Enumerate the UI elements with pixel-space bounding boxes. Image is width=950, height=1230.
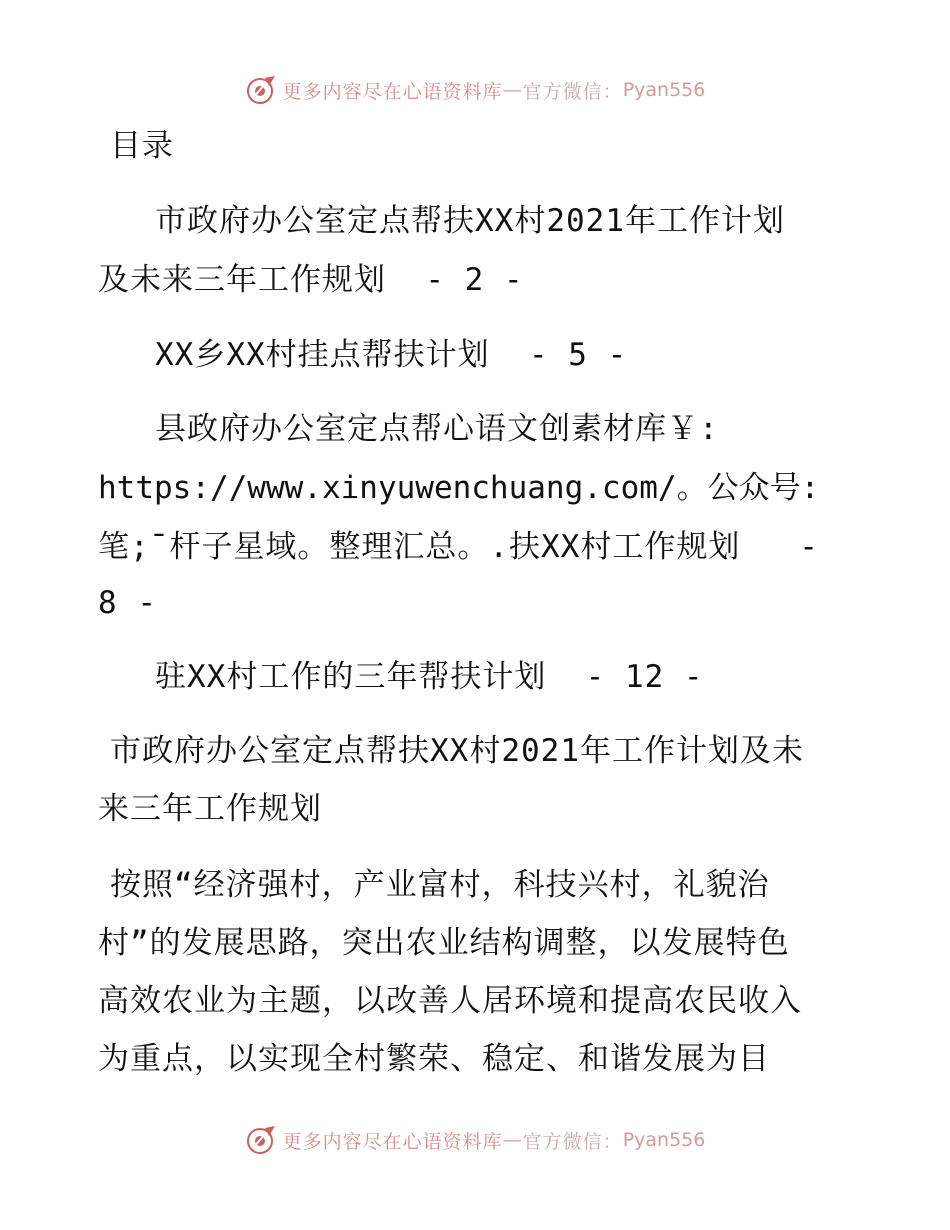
watermark-wechat-id: Pyan556: [622, 1129, 706, 1151]
toc-entry-1-line-2: 及未来三年工作规划 - 2 -: [98, 262, 524, 298]
watermark-dash: —: [502, 1129, 523, 1151]
article-body-line-2: 村”的发展思路，突出农业结构调整，以发展特色: [98, 925, 790, 961]
toc-heading: 目录: [110, 128, 174, 164]
watermark-sub-text: 官方微信：: [522, 80, 623, 103]
toc-entry-1-line-1: 市政府办公室定点帮扶XX村2021年工作计划: [155, 203, 785, 239]
watermark-sub-text: 官方微信：: [522, 1130, 623, 1153]
pen-logo-icon: [245, 74, 277, 106]
article-title-line-2: 来三年工作规划: [98, 791, 322, 827]
footer-watermark: [0, 1124, 950, 1156]
pen-logo-icon: [245, 1124, 277, 1156]
toc-entry-3-line-3: 笔;¯杆子星域。整理汇总。.扶XX村工作规划 -: [98, 529, 819, 565]
toc-entry-3-line-4: 8 -: [98, 585, 157, 621]
toc-entry-4-line-1: 驻XX村工作的三年帮扶计划 - 12 -: [155, 659, 704, 695]
header-watermark: [0, 74, 950, 106]
article-body-line-3: 高效农业为主题，以改善人居环境和提高农民收入: [98, 983, 802, 1019]
watermark-main-text: 更多内容尽在心语资料库: [282, 80, 503, 103]
toc-entry-2-line-1: XX乡XX村挂点帮扶计划 - 5 -: [155, 337, 628, 373]
toc-entry-3-line-2: https://www.xinyuwenchuang.com/。公众号:: [98, 470, 820, 506]
watermark-wechat-id: Pyan556: [622, 79, 706, 101]
article-title-line-1: 市政府办公室定点帮扶XX村2021年工作计划及未: [110, 733, 804, 769]
article-body-line-4: 为重点，以实现全村繁荣、稳定、和谐发展为目: [98, 1041, 770, 1077]
toc-entry-3-line-1: 县政府办公室定点帮心语文创素材库￥:: [155, 411, 719, 447]
watermark-main-text: 更多内容尽在心语资料库: [282, 1130, 503, 1153]
watermark-dash: —: [502, 79, 523, 101]
article-body-line-1: 按照“经济强村，产业富村，科技兴村，礼貌治: [110, 867, 770, 903]
